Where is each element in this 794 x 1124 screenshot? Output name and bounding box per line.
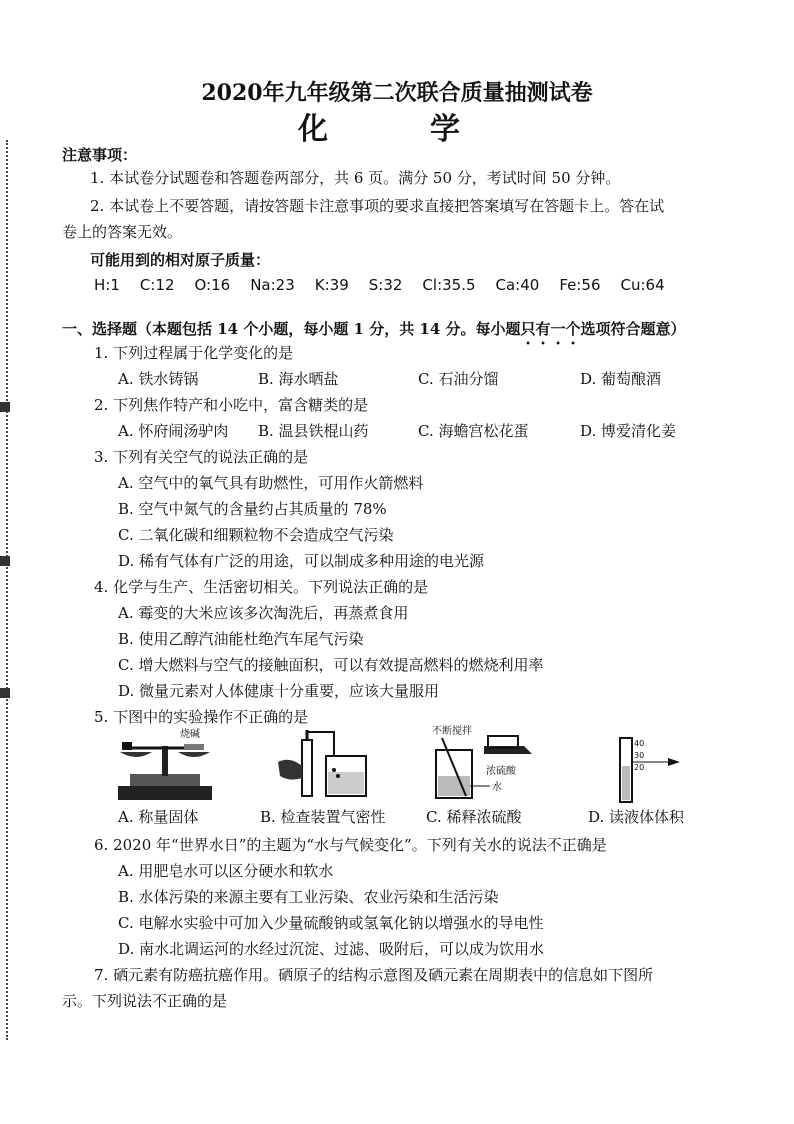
airtightness-figure	[276, 726, 386, 806]
eye-icon	[668, 758, 680, 766]
binding-mark	[0, 688, 10, 698]
question-5-option-a: A. 称量固体	[118, 808, 199, 826]
question-6-option-d: D. 南水北调运河的水经过沉淀、过滤、吸附后，可以成为饮用水	[118, 940, 545, 958]
question-6-stem: 6. 2020 年“世界水日”的主题为“水与气候变化”。下列有关水的说法不正确是	[94, 836, 607, 854]
question-4-option-b: B. 使用乙醇汽油能杜绝汽车尾气污染	[118, 630, 364, 648]
question-2-option-b: B. 温县铁棍山药	[258, 422, 369, 440]
figure-label-water: 水	[492, 782, 502, 793]
cylinder-figure	[610, 736, 690, 806]
atomic-mass: Na:23	[250, 276, 295, 294]
question-1-option-d: D. 葡萄酿酒	[580, 370, 662, 388]
cylinder-tick-30: 30	[634, 751, 645, 760]
dilution-figure	[432, 724, 562, 806]
cylinder-tick-20: 20	[634, 763, 645, 772]
atomic-mass: Ca:40	[495, 276, 540, 294]
question-1-option-a: A. 铁水铸锅	[118, 370, 199, 388]
section-heading-emphasis: 只有一个	[520, 320, 581, 338]
question-4-option-c: C. 增大燃料与空气的接触面积，可以有效提高燃料的燃烧利用率	[118, 656, 544, 674]
question-4-option-a: A. 霉变的大米应该多次淘洗后，再蒸煮食用	[118, 604, 409, 622]
atomic-mass: Fe:56	[559, 276, 601, 294]
atomic-mass-list	[94, 276, 714, 294]
atomic-mass: H:1	[94, 276, 120, 294]
question-4-option-d: D. 微量元素对人体健康十分重要，应该大量服用	[118, 682, 440, 700]
exam-title: 2020年九年级第二次联合质量抽测试卷	[201, 80, 593, 106]
question-5-option-d: D. 读液体体积	[588, 808, 685, 826]
question-5-option-c: C. 稀释浓硫酸	[426, 808, 522, 826]
question-1-stem: 1. 下列过程属于化学变化的是	[94, 344, 294, 362]
figure-label-caustic-soda: 烧碱	[180, 729, 200, 740]
question-6-option-b: B. 水体污染的来源主要有工业污染、农业污染和生活污染	[118, 888, 499, 906]
question-1-option-b: B. 海水晒盐	[258, 370, 339, 388]
question-3-option-d: D. 稀有气体有广泛的用途，可以制成多种用途的电光源	[118, 552, 485, 570]
question-5-option-b: B. 检查装置气密性	[260, 808, 386, 826]
question-6-option-a: A. 用肥皂水可以区分硬水和软水	[118, 862, 334, 880]
question-2-stem: 2. 下列焦作特产和小吃中，富含糖类的是	[94, 396, 369, 414]
notes-item-2-cont: 卷上的答案无效。	[62, 223, 183, 241]
binding-mark	[0, 402, 10, 412]
notes-item-1: 1. 本试卷分试题卷和答题卷两部分，共 6 页。满分 50 分，考试时间 50 分钟。	[90, 169, 621, 187]
figure-label-acid: 浓硫酸	[486, 766, 516, 777]
atoms-label: 可能用到的相对原子质量：	[90, 251, 271, 269]
question-7-stem: 7. 硒元素有防癌抗癌作用。硒原子的结构示意图及硒元素在周期表中的信息如下图所	[94, 966, 654, 984]
section-heading-text: 一、选择题（本题包括 14 个小题，每小题 1 分，共 14 分。每小题	[62, 320, 521, 338]
notes-heading: 注意事项：	[62, 146, 138, 164]
binding-mark	[0, 556, 10, 566]
binding-dotted-line	[6, 140, 8, 1040]
question-5-stem: 5. 下图中的实验操作不正确的是	[94, 708, 309, 726]
question-6-option-c: C. 电解水实验中可加入少量硫酸钠或氢氧化钠以增强水的导电性	[118, 914, 544, 932]
question-7-stem-cont: 示。下列说法不正确的是	[62, 992, 228, 1010]
atomic-mass: K:39	[314, 276, 349, 294]
balance-figure	[110, 728, 220, 804]
atomic-mass: O:16	[194, 276, 231, 294]
cylinder-tick-40: 40	[634, 739, 645, 748]
atomic-mass: Cu:64	[620, 276, 665, 294]
notes-item-2: 2. 本试卷上不要答题，请按答题卡注意事项的要求直接把答案填写在答题卡上。答在试	[90, 197, 665, 215]
question-4-stem: 4. 化学与生产、生活密切相关。下列说法正确的是	[94, 578, 429, 596]
question-3-option-c: C. 二氧化碳和细颗粒物不会造成空气污染	[118, 526, 394, 544]
figure-label-stir: 不断搅拌	[432, 726, 472, 737]
atomic-mass: S:32	[368, 276, 403, 294]
atomic-mass: C:12	[139, 276, 175, 294]
section-heading-text-end: 选项符合题意）	[580, 320, 686, 338]
question-2-option-a: A. 怀府闹汤驴肉	[118, 422, 229, 440]
question-2-option-c: C. 海蟾宫松花蛋	[418, 422, 529, 440]
question-3-stem: 3. 下列有关空气的说法正确的是	[94, 448, 309, 466]
question-2-option-d: D. 博爱清化姜	[580, 422, 677, 440]
question-1-option-c: C. 石油分馏	[418, 370, 499, 388]
subject-title: 化 学	[298, 112, 496, 147]
atomic-mass: Cl:35.5	[422, 276, 476, 294]
question-3-option-b: B. 空气中氮气的含量约占其质量的 78%	[118, 500, 387, 518]
question-3-option-a: A. 空气中的氧气具有助燃性，可用作火箭燃料	[118, 474, 424, 492]
